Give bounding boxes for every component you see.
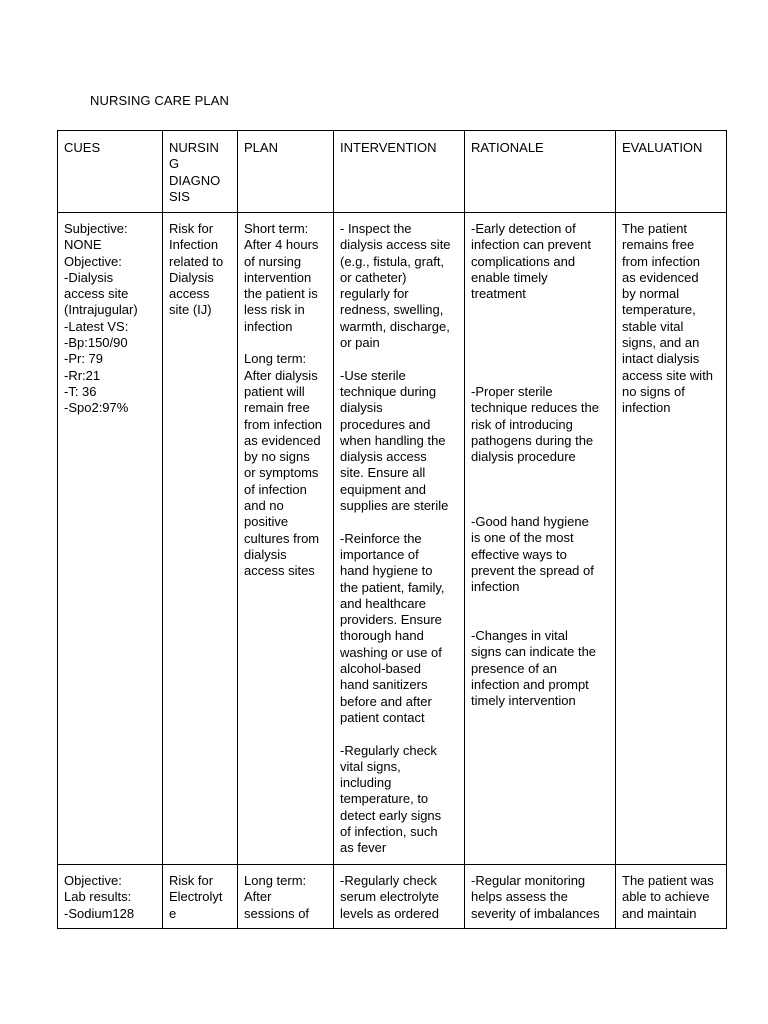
intervention-item: -Regularly check vital signs, including temperature, to detect early signs of infection, such as fever — [340, 742, 442, 856]
rationale-item: -Changes in vital signs can indicate the presence of an infection and prompt timely intervention — [471, 628, 597, 709]
rationale-cell: -Regular monitoring helps assess the severity of imbalances — [465, 865, 616, 929]
long-term-plan: Long term: After dialysis patient will remain free from infection as evidenced by no signs or symptoms of infection and no positive cultures from dialysis access sites — [244, 351, 323, 579]
header-evaluation: EVALUATION — [616, 131, 727, 213]
intervention-item: -Reinforce the importance of hand hygiene to the patient, family, and healthcare providers. Ensure thorough hand washing or use of alcohol-based hand sanitizers before and after patient contact — [340, 530, 445, 725]
short-term-plan: Short term: After 4 hours of nursing intervention the patient is less risk in infection — [244, 221, 319, 334]
header-rationale: RATIONALE — [465, 131, 616, 213]
intervention-item: - Inspect the dialysis access site (e.g., fistula, graft, or catheter) regularly for redness, swelling, warmth, discharge, or pain — [340, 221, 451, 351]
header-plan: PLAN — [238, 131, 334, 213]
nursing-care-plan-table — [57, 130, 727, 929]
header-intervention: INTERVENTION — [334, 131, 465, 213]
table-row — [58, 865, 727, 929]
header-row — [58, 131, 727, 213]
document-title: NURSING CARE PLAN — [90, 93, 229, 108]
rationale-item: -Proper sterile technique reduces the risk of introducing pathogens during the dialysis procedure — [471, 384, 599, 465]
intervention-item: -Use sterile technique during dialysis procedures and when handling the dialysis access site. Ensure all equipment and supplies are sterile — [340, 367, 449, 514]
evaluation-cell: The patient remains free from infection as evidenced by normal temperature, stable vital signs, and an intact dialysis access site with no signs of infection — [616, 213, 727, 865]
plan-cell: Long term: After sessions of — [238, 865, 334, 929]
table-row — [58, 213, 727, 865]
rationale-item: -Early detection of infection can prevent complications and enable timely treatment — [471, 221, 591, 302]
evaluation-cell: The patient was able to achieve and maintain — [616, 865, 727, 929]
plan-cell — [238, 213, 334, 865]
intervention-cell — [334, 213, 465, 865]
header-nursing-diagnosis: NURSIN G DIAGNO SIS — [163, 131, 238, 213]
cues-cell: Subjective: NONE Objective: -Dialysis access site (Intrajugular) -Latest VS: -Bp:150/90 -Pr: 79 -Rr:21 -T: 36 -Spo2:97% — [58, 213, 163, 865]
diagnosis-cell: Risk for Infection related to Dialysis access site (IJ) — [163, 213, 238, 865]
diagnosis-cell: Risk for Electrolyt e — [163, 865, 238, 929]
rationale-cell — [465, 213, 616, 865]
rationale-item: -Good hand hygiene is one of the most effective ways to prevent the spread of infection — [471, 514, 594, 595]
intervention-cell: -Regularly check serum electrolyte levels as ordered — [334, 865, 465, 929]
header-cues: CUES — [58, 131, 163, 213]
cues-cell: Objective: Lab results: -Sodium128 — [58, 865, 163, 929]
